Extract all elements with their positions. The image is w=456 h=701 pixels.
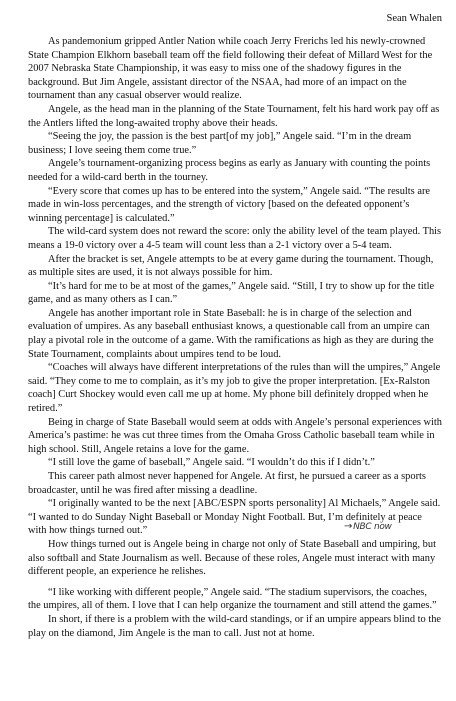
paragraph: How things turned out is Angele being in charge not only of State Baseball and umpiring, but also softball and State Journalism as well. Because of these roles, Angele must interact with many different people, an experience he relishes. <box>28 538 436 578</box>
handwritten-note-text: NBC now <box>353 522 392 532</box>
paragraph: “Coaches will always have different interpretations of the rules than will the umpires,” Angele said. “They come to me to complain, as it’s my job to give the proper interpretation. [Ex-Ralston coach] Curt Shockey would even call me up at home. My phone bill definitely dropped when he retired.” <box>28 362 441 415</box>
paragraph: Being in charge of State Baseball would seem at odds with Angele’s personal experiences with America’s pastime: he was cut three times from the Omaha Gross Catholic baseball team while in high school. Still, Angele retains a love for the game. <box>28 416 442 455</box>
paragraph: “I like working with different people,” Angele said. “The stadium supervisors, the coaches, the umpires, all of them. I love that I can help organize the tournament and still attend the games.” <box>28 586 437 612</box>
article-body <box>28 35 442 640</box>
paragraph: “I still love the game of baseball,” Angele said. “I wouldn’t do this if I didn’t.” <box>48 457 375 469</box>
author-name: Sean Whalen <box>386 13 442 24</box>
paragraph: The wild-card system does not reward the score: only the ability level of the team played. This means a 19-0 victory over a 4-5 team will count less than a 2-1 victory over a 5-4 team. <box>28 226 442 251</box>
paragraph: Angele has another important role in State Baseball: he is in charge of the selection and evaluation of umpires. As any baseball enthusiast knows, a questionable call from an umpire can play a pivotal role in the outcome of a game. With the ramifications as high as they are during the State Tournament, complaints about umpires tend to be loud. <box>28 307 434 360</box>
paragraph: Angele, as the head man in the planning of the State Tournament, felt his hard work pay off as the Antlers lifted the long-awaited trophy above their heads. <box>28 103 440 129</box>
paragraph: As pandemonium gripped Antler Nation while coach Jerry Frerichs led his newly-crowned State Champion Elkhorn baseball team off the field following their defeat of Millard West for the 2007 Nebraska State Championship, it was easy to miss one of the shadowy figures in the background. But Jim Angele, assistant director of the NSAA, had more of an impact on the tournament than any casual observer would realize. <box>28 36 433 102</box>
paragraph: “It’s hard for me to be at most of the games,” Angele said. “Still, I try to show up for the title game, and as many others as I can.” <box>28 280 435 306</box>
paragraph: Angele’s tournament-organizing process begins as early as January with counting the points needed for a wild-card berth in the tourney. <box>28 158 431 183</box>
paragraph: After the bracket is set, Angele attempts to be at every game during the tournament. Though, as multiple sites are used, it is not always possible for him. <box>28 253 434 279</box>
paragraph: “Seeing the joy, the passion is the best part[of my job],” Angele said. “I’m in the dream business; I love seeing them come true.” <box>28 131 412 156</box>
arrow-icon: → <box>344 521 353 532</box>
handwritten-note <box>344 521 392 532</box>
paragraph: “I originally wanted to be the next [ABC/ESPN sports personality] Al Michaels,” Angele said. “I wanted to do Sunday Night Baseball or Monday Night Football. But, I’m definitely at peace with how things turned out.” <box>28 498 441 537</box>
paragraph: “Every score that comes up has to be entered into the system,” Angele said. “The results are made in win-loss percentages, and the strength of victory [based on the defeated opponent’s winning percentage] is calculated.” <box>28 185 431 224</box>
paragraph: In short, if there is a problem with the wild-card standings, or if an umpire appears blind to the play on the diamond, Jim Angele is the man to call. Just not at home. <box>28 613 442 639</box>
paragraph: This career path almost never happened for Angele. At first, he pursued a career as a sports broadcaster, until he was fired after missing a deadline. <box>28 471 426 496</box>
